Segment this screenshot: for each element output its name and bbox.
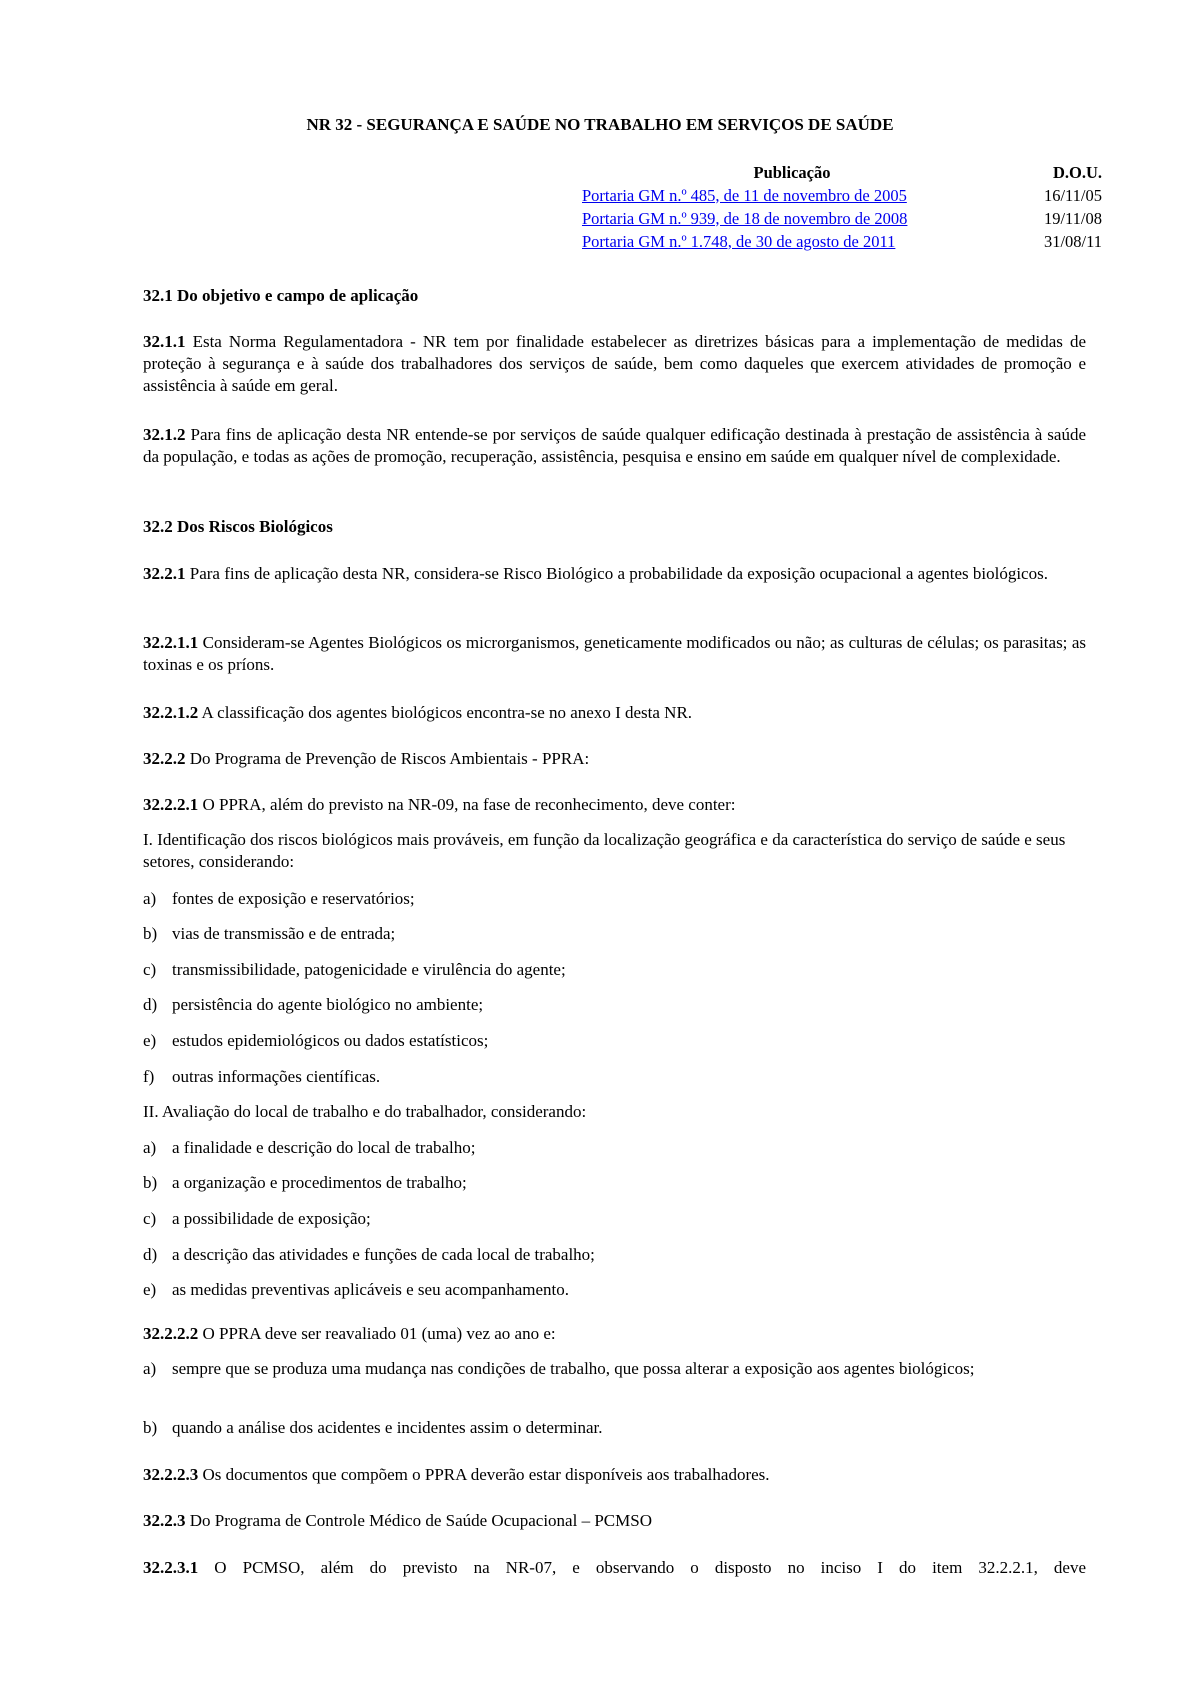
item-text: Esta Norma Regulamentadora - NR tem por finalidade estabelecer as diretrizes básicas para a implementação de medidas de proteção à segurança e à saúde dos trabalhadores dos serviços de saúde, bem como daqueles que exercem atividades de promoção e assistência à saúde em geral.: [143, 332, 1086, 395]
list-item: [143, 1137, 1086, 1159]
list-item: [143, 1172, 1086, 1194]
list-text: a possibilidade de exposição;: [172, 1209, 371, 1228]
section-heading-32-1: 32.1 Do objetivo e campo de aplicação: [143, 286, 419, 305]
paragraph-32-2-2-2: [143, 1323, 1086, 1345]
item-text: Consideram-se Agentes Biológicos os microrganismos, geneticamente modificados ou não; as culturas de células; os parasitas; as toxinas e os príons.: [143, 633, 1086, 674]
table-row: [582, 184, 1102, 207]
paragraph-32-2-2-1: [143, 794, 1086, 816]
portaria-link-1748[interactable]: Portaria GM n.º 1.748, de 30 de agosto de 2011: [582, 231, 896, 251]
inciso-ii: II. Avaliação do local de trabalho e do trabalhador, considerando:: [143, 1102, 587, 1121]
paragraph-32-2-2-3: [143, 1464, 1086, 1486]
portaria-link-939[interactable]: Portaria GM n.º 939, de 18 de novembro de 2008: [582, 208, 908, 228]
list-item: [143, 888, 1086, 910]
item-text: Do Programa de Prevenção de Riscos Ambientais - PPRA:: [185, 749, 590, 768]
list-label: b): [143, 1173, 158, 1192]
item-number: 32.2.2.3: [143, 1465, 199, 1484]
list-label: d): [143, 1245, 158, 1264]
paragraph-32-2-1-2: [143, 702, 1086, 724]
list-label: b): [143, 1418, 158, 1437]
list-item: [143, 1066, 1086, 1088]
item-text: Os documentos que compõem o PPRA deverão estar disponíveis aos trabalhadores.: [198, 1465, 770, 1484]
inciso-i: I. Identificação dos riscos biológicos mais prováveis, em função da localização geográfica e da característica do serviço de saúde e seus setores, considerando:: [143, 830, 1066, 871]
item-number: 32.2.2.1: [143, 795, 199, 814]
list-text: a descrição das atividades e funções de cada local de trabalho;: [172, 1245, 595, 1264]
paragraph-32-2-3: [143, 1510, 1086, 1532]
item-number: 32.2.1.1: [143, 633, 199, 652]
list-label: b): [143, 924, 158, 943]
list-item: [143, 923, 1086, 945]
list-item: [143, 1417, 1086, 1439]
list-item: [143, 1358, 1086, 1380]
item-text: O PPRA, além do previsto na NR-09, na fase de reconhecimento, deve conter:: [198, 795, 736, 814]
item-number: 32.2.1.2: [143, 703, 199, 722]
list-label: d): [143, 995, 158, 1014]
item-number: 32.2.2: [143, 749, 186, 768]
list-text: vias de transmissão e de entrada;: [172, 924, 396, 943]
item-number: 32.2.3.1: [143, 1558, 199, 1577]
list-label: a): [143, 889, 157, 908]
page-title: NR 32 - SEGURANÇA E SAÚDE NO TRABALHO EM SERVIÇOS DE SAÚDE: [306, 115, 894, 134]
list-text: as medidas preventivas aplicáveis e seu acompanhamento.: [172, 1280, 569, 1299]
item-text: O PCMSO, além do previsto na NR-07, e observando o disposto no inciso I do item 32.2.2.1, deve: [198, 1558, 1086, 1577]
publication-table-header: [582, 161, 1102, 184]
dou-date: 31/08/11: [1043, 231, 1102, 251]
list-text: outras informações científicas.: [172, 1067, 381, 1086]
list-item: [143, 994, 1086, 1016]
publication-table: [582, 161, 1102, 253]
list-text: fontes de exposição e reservatórios;: [172, 889, 415, 908]
list-text: a organização e procedimentos de trabalho;: [172, 1173, 467, 1192]
item-number: 32.1.2: [143, 425, 186, 444]
section-heading-32-2: 32.2 Dos Riscos Biológicos: [143, 517, 333, 536]
paragraph-32-1-1: [143, 331, 1086, 397]
list-text: sempre que se produza uma mudança nas condições de trabalho, que possa alterar a exposição aos agentes biológicos;: [172, 1359, 975, 1378]
item-text: A classificação dos agentes biológicos encontra-se no anexo I desta NR.: [198, 703, 693, 722]
item-number: 32.1.1: [143, 332, 186, 351]
dou-date: 19/11/08: [1043, 208, 1102, 228]
item-text: Para fins de aplicação desta NR entende-se por serviços de saúde qualquer edificação destinada à prestação de assistência à saúde da população, e todas as ações de promoção, recuperação, assistência, pesquisa e ensino em saúde em qualquer nível de complexidade.: [143, 425, 1086, 466]
paragraph-32-2-1: [143, 563, 1086, 585]
item-text: Para fins de aplicação desta NR, considera-se Risco Biológico a probabilidade da exposição ocupacional a agentes biológicos.: [185, 564, 1048, 583]
item-number: 32.2.1: [143, 564, 186, 583]
item-number: 32.2.3: [143, 1511, 186, 1530]
header-publicacao: Publicação: [753, 162, 831, 182]
portaria-link-485[interactable]: Portaria GM n.º 485, de 11 de novembro de 2005: [582, 185, 907, 205]
item-text: Do Programa de Controle Médico de Saúde Ocupacional – PCMSO: [185, 1511, 652, 1530]
list-item: [143, 959, 1086, 981]
list-item: [143, 1208, 1086, 1230]
list-label: e): [143, 1031, 157, 1050]
dou-date: 16/11/05: [1043, 185, 1102, 205]
list-label: c): [143, 1209, 157, 1228]
item-text: O PPRA deve ser reavaliado 01 (uma) vez ao ano e:: [198, 1324, 556, 1343]
list-label: f): [143, 1067, 155, 1086]
item-number: 32.2.2.2: [143, 1324, 199, 1343]
paragraph-32-2-3-1: [143, 1557, 1086, 1579]
paragraph-32-2-2: [143, 748, 1086, 770]
list-label: c): [143, 960, 157, 979]
paragraph-32-2-1-1: [143, 632, 1086, 676]
list-label: a): [143, 1138, 157, 1157]
list-text: persistência do agente biológico no ambiente;: [172, 995, 484, 1014]
list-item: [143, 1030, 1086, 1052]
list-text: transmissibilidade, patogenicidade e virulência do agente;: [172, 960, 566, 979]
list-label: a): [143, 1359, 157, 1378]
header-dou: D.O.U.: [1052, 162, 1102, 182]
list-text: quando a análise dos acidentes e incidentes assim o determinar.: [172, 1418, 603, 1437]
paragraph-32-1-2: [143, 424, 1086, 468]
list-text: estudos epidemiológicos ou dados estatísticos;: [172, 1031, 489, 1050]
list-item: [143, 1279, 1086, 1301]
table-row: [582, 230, 1102, 253]
list-label: e): [143, 1280, 157, 1299]
table-row: [582, 207, 1102, 230]
list-text: a finalidade e descrição do local de trabalho;: [172, 1138, 476, 1157]
list-item: [143, 1244, 1086, 1266]
